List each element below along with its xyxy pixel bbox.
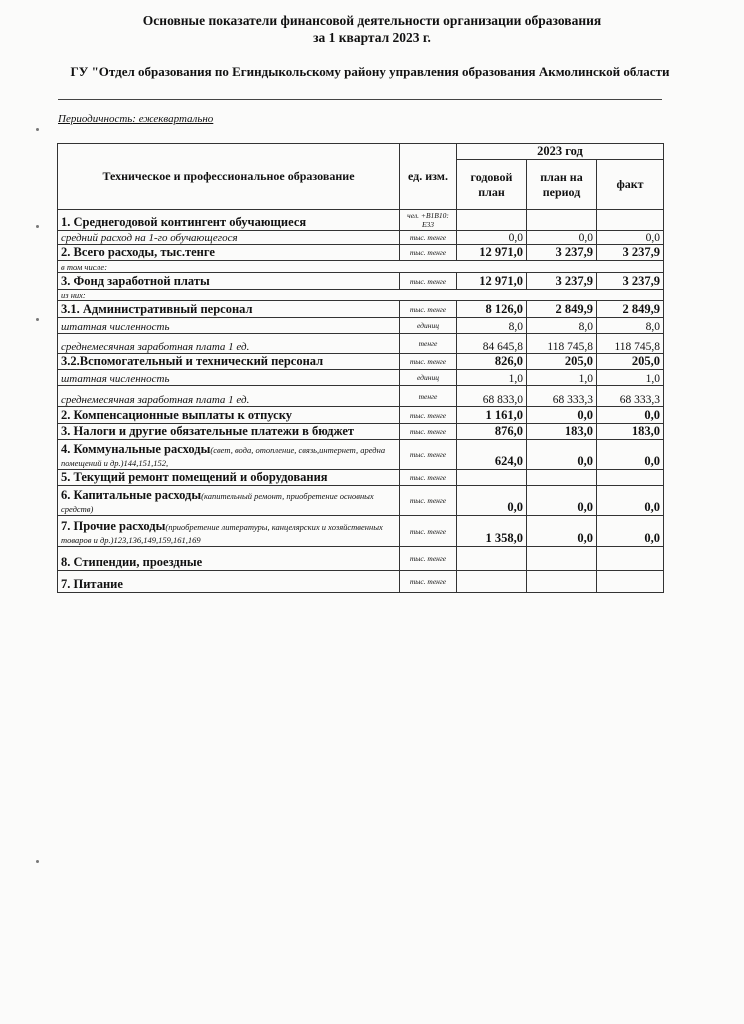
table-row — [58, 354, 664, 370]
row-title: 7. Прочие расходы — [61, 519, 166, 533]
row-unit: тенге — [400, 334, 457, 354]
row-plan-year: 68 833,0 — [457, 386, 527, 407]
row-unit: тыс. тенге — [400, 407, 457, 424]
row-plan-period: 183,0 — [527, 424, 597, 440]
row-fact: 0,0 — [597, 231, 664, 245]
table-row — [58, 571, 664, 593]
table-row — [58, 318, 664, 334]
row-name: средний расход на 1-го обучающегося — [58, 231, 400, 245]
row-fact — [597, 547, 664, 571]
organization-name: ГУ "Отдел образования по Егиндыкольскому району управления образования Акмолинской области — [70, 64, 670, 79]
table-row — [58, 301, 664, 318]
row-fact — [597, 210, 664, 231]
row-fact: 3 237,9 — [597, 245, 664, 261]
row-fact: 205,0 — [597, 354, 664, 370]
header-fact: факт — [597, 160, 664, 210]
row-title: 6. Капитальные расходы — [61, 488, 202, 502]
row-unit: тыс. тенге — [400, 547, 457, 571]
row-unit: тыс. тенге — [400, 354, 457, 370]
row-unit: тыс. тенге — [400, 440, 457, 470]
row-title: 4. Коммунальные расходы — [61, 442, 211, 456]
table-row — [58, 386, 664, 407]
scan-dot — [36, 860, 39, 863]
row-name: 2. Компенсационные выплаты к отпуску — [58, 407, 400, 424]
row-plan-period — [527, 547, 597, 571]
row-fact: 3 237,9 — [597, 273, 664, 290]
row-fact: 68 333,3 — [597, 386, 664, 407]
row-unit: тыс. тенге — [400, 486, 457, 516]
row-plan-period — [527, 210, 597, 231]
row-name: штатная численность — [58, 318, 400, 334]
row-fact — [597, 571, 664, 593]
row-name: 3.2.Вспомогательный и технический персонал — [58, 354, 400, 370]
row-name: 1. Среднегодовой контингент обучающиеся — [58, 210, 400, 231]
row-unit: единиц — [400, 318, 457, 334]
row-plan-year: 0,0 — [457, 231, 527, 245]
table-row — [58, 231, 664, 245]
row-plan-period: 0,0 — [527, 516, 597, 547]
row-subheading: в том числе: — [58, 261, 664, 273]
row-plan-year — [457, 210, 527, 231]
row-unit: тыс. тенге — [400, 470, 457, 486]
row-fact: 1,0 — [597, 370, 664, 386]
row-name: 5. Текущий ремонт помещений и оборудования — [58, 470, 400, 486]
row-plan-period: 8,0 — [527, 318, 597, 334]
row-fact: 0,0 — [597, 407, 664, 424]
header-column-name: Техническое и профессиональное образование — [58, 144, 400, 210]
table-row — [58, 290, 664, 301]
table-row — [58, 245, 664, 261]
table-row — [58, 334, 664, 354]
row-plan-period: 3 237,9 — [527, 273, 597, 290]
row-name: 7. Питание — [58, 571, 400, 593]
row-name: 3. Налоги и другие обязательные платежи в бюджет — [58, 424, 400, 440]
row-name: 3. Фонд заработной платы — [58, 273, 400, 290]
row-note: (приобретение литературы, канцелярских и хозяйственных товаров и др.)123,136,149,159,161,169 — [61, 522, 383, 545]
row-fact — [597, 470, 664, 486]
row-plan-year: 12 971,0 — [457, 273, 527, 290]
title-line-1: Основные показатели финансовой деятельности организации образования — [142, 13, 602, 28]
row-name: среднемесячная заработная плата 1 ед. — [58, 386, 400, 407]
table-row — [58, 470, 664, 486]
row-plan-year: 876,0 — [457, 424, 527, 440]
row-unit: тыс. тенге — [400, 571, 457, 593]
row-note: (свет, вода, отопление, связь,интернет, аредна помещений и др.)144,151,152, — [61, 445, 386, 468]
row-plan-period: 118 745,8 — [527, 334, 597, 354]
header-year: 2023 год — [457, 144, 664, 160]
organization-underline — [58, 99, 662, 100]
periodicity-label: Периодичность: ежеквартально — [58, 113, 214, 125]
row-plan-period: 0,0 — [527, 231, 597, 245]
row-unit: тыс. тенге — [400, 516, 457, 547]
row-plan-period — [527, 470, 597, 486]
row-name: штатная численность — [58, 370, 400, 386]
table-row — [58, 210, 664, 231]
row-unit: тыс. тенге — [400, 301, 457, 318]
header-plan-year: годовой план — [457, 160, 527, 210]
financial-indicators-table — [57, 143, 664, 593]
row-fact: 2 849,9 — [597, 301, 664, 318]
row-plan-year: 84 645,8 — [457, 334, 527, 354]
row-plan-year: 1 161,0 — [457, 407, 527, 424]
row-plan-year: 12 971,0 — [457, 245, 527, 261]
row-plan-period: 68 333,3 — [527, 386, 597, 407]
row-plan-period: 0,0 — [527, 486, 597, 516]
row-name: 8. Стипендии, проездные — [58, 547, 400, 571]
row-plan-period: 2 849,9 — [527, 301, 597, 318]
scan-dot — [36, 225, 39, 228]
row-plan-period — [527, 571, 597, 593]
row-fact: 118 745,8 — [597, 334, 664, 354]
row-plan-period: 0,0 — [527, 407, 597, 424]
row-unit: единиц — [400, 370, 457, 386]
table-row — [58, 440, 664, 470]
row-fact: 0,0 — [597, 486, 664, 516]
row-subheading: из них: — [58, 290, 664, 301]
table-row — [58, 261, 664, 273]
row-unit: чел. +В1В10: Е33 — [400, 210, 457, 231]
table-row — [58, 273, 664, 290]
row-plan-year: 8,0 — [457, 318, 527, 334]
row-unit: тыс. тенге — [400, 273, 457, 290]
row-name — [58, 440, 400, 470]
row-plan-year: 8 126,0 — [457, 301, 527, 318]
header-column-unit: ед. изм. — [400, 144, 457, 210]
row-name: среднемесячная заработная плата 1 ед. — [58, 334, 400, 354]
row-plan-year — [457, 547, 527, 571]
scan-dot — [36, 318, 39, 321]
table-row — [58, 486, 664, 516]
title-line-2: за 1 квартал 2023 г. — [313, 30, 431, 45]
scan-dot — [36, 128, 39, 131]
header-plan-period: план на период — [527, 160, 597, 210]
row-plan-period: 205,0 — [527, 354, 597, 370]
row-fact: 8,0 — [597, 318, 664, 334]
row-unit: тыс. тенге — [400, 424, 457, 440]
row-plan-year: 826,0 — [457, 354, 527, 370]
row-name — [58, 486, 400, 516]
table-row — [58, 516, 664, 547]
row-plan-period: 3 237,9 — [527, 245, 597, 261]
row-plan-year: 1,0 — [457, 370, 527, 386]
table-row — [58, 370, 664, 386]
row-name — [58, 516, 400, 547]
row-note: (капительный ремонт, приобретение основных средств) — [61, 491, 374, 514]
row-plan-year: 1 358,0 — [457, 516, 527, 547]
row-plan-year — [457, 470, 527, 486]
row-plan-period: 0,0 — [527, 440, 597, 470]
row-plan-period: 1,0 — [527, 370, 597, 386]
row-fact: 183,0 — [597, 424, 664, 440]
row-unit: тенге — [400, 386, 457, 407]
row-fact: 0,0 — [597, 516, 664, 547]
row-fact: 0,0 — [597, 440, 664, 470]
table-row — [58, 547, 664, 571]
document-title — [0, 12, 744, 46]
row-plan-year — [457, 571, 527, 593]
table-row — [58, 407, 664, 424]
row-plan-year: 624,0 — [457, 440, 527, 470]
row-name: 2. Всего расходы, тыс.тенге — [58, 245, 400, 261]
row-unit: тыс. тенге — [400, 245, 457, 261]
row-plan-year: 0,0 — [457, 486, 527, 516]
table-row — [58, 424, 664, 440]
row-unit: тыс. тенге — [400, 231, 457, 245]
row-name: 3.1. Административный персонал — [58, 301, 400, 318]
